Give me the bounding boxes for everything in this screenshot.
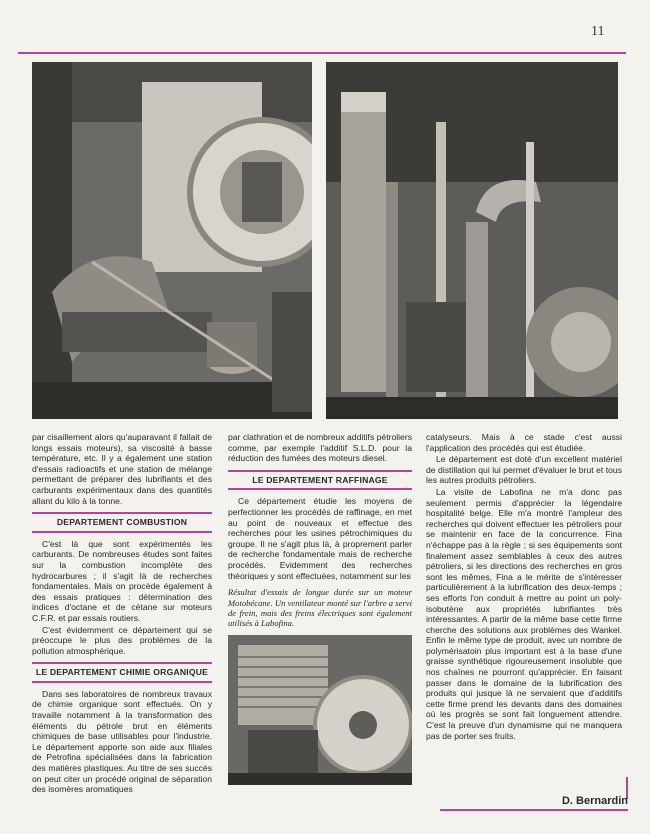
motobecane-engine-photo [228,635,412,785]
section-heading: DEPARTEMENT COMBUSTION [32,512,212,533]
paragraph: Ce département étudie les moyens de perfectionner les procédés de raffinage, en met au point de nouveaux et effectue des recherches pour les usines pétrochimiques du groupe. Il ne s'agit plus là, à proprement parler de recherche fondamentale mais de recherche procédés. Evidemment des recherches théoriques y sont effectuées, notamment sur les [228,496,412,581]
page-number: 11 [591,24,605,39]
paragraph: La visite de Labofina ne m'a donc pas seulement permis d'apprécier la légendaire hospitalité belge. Elle m'a montré l'ampleur des recherches qui doivent effectuer les pétroliers pour se maintenir en face de la concurrence. Fina n'échappe pas à la règle ; si ses équipements sont finalement assez semblables à ceux des autres pétroliers, si les directions des recherches en gros sont les mêmes, Fina a le mérite de s'intéresser particulièrement à la lubrification des deux-temps ; ses efforts l'on conduit à mettre au point un poly-isobutène aux propriétés lubrifiantes très intéressantes. A partir de la même base cette firme cherche des solutions aux problèmes des Wankel. Enfin le même type de produit, avec un nombre de polymérisatoin plus important est à la base d'une graisse synthétique rigoureusement insoluble que nos chaînes ne pourront qu'apprécier. En faisant passer dans le domaine de la lubrification des produits qui jusque là ne servaient que d'additifs cette firme prend les devants dans des domaines où les progrès se sont fait longuement attendre. C'est la preuve d'un dynamisme qui ne manquera pas de porter ses fruits. [426,486,622,741]
engine-test-bench-photo [32,62,312,419]
author-signature: D. Bernardin [440,795,628,811]
paragraph: par clathration et de nombreux additifs pétroliers comme, par exemple l'additif S.L.D. pour la réduction des fumées des moteurs diesel. [228,432,412,464]
photo-caption: Résultat d'essais de longue durée sur un moteur Motobécane. Un ventilateur monté sur l'arbre a servi de frein, mais des freins électriques sont également utilisés à Labofina. [228,587,412,629]
text-column-3 [426,432,622,742]
section-heading: LE DEPARTEMENT CHIMIE ORGANIQUE [32,662,212,683]
paragraph: catalyseurs. Mais à ce stade c'est aussi l'application des procédés qui est étudiée. [426,432,622,453]
text-column-2 [228,432,412,785]
distillation-apparatus-photo [326,62,618,419]
paragraph: C'est là que sont expérimentés les carburants. De nombreuses études sont faites sur la combustion incomplète des hydrocarbures ; il s'agit là de recherches fondamentales. Mais on procède également à des essais pratiques : détermination des indices d'octane et de cétane sur moteurs C.F.R. et par essais routiers. [32,538,212,623]
top-rule [18,52,626,54]
paragraph: C'est évidemment ce département qui se préoccupe le plus des problèmes de la pollution atmosphérique. [32,624,212,656]
paragraph: par cisaillement alors qu'auparavant il fallait de longs essais moteurs), sa viscosité à basse température, etc. Il y a également une station d'essais radioactifs et une station de mélange permettant de préparer des lubrifiants et des carburants expérimentaux dans des quantités allant du kilo à la tonne. [32,432,212,506]
paragraph: Le département est doté d'un excellent matériel de distillation qui lui permet d'évaluer le brut et tous les autres produits pétroliers. [426,454,622,486]
text-column-1 [32,432,212,796]
section-heading: LE DEPARTEMENT RAFFINAGE [228,470,412,491]
paragraph: Dans ses laboratoires de nombreux travaux de chimie organique sont effectués. On y travaille notamment à la transformation des éléments du pétrole brut en éléments chimiques de base utilisables pour l'industrie. Le département apporte son aide aux filiales de Petrofina spécialisées dans la fabrication des matières plastiques. Au titre de ses succès on peut citer un procédé original de séparation des isomères aromatiques [32,688,212,795]
